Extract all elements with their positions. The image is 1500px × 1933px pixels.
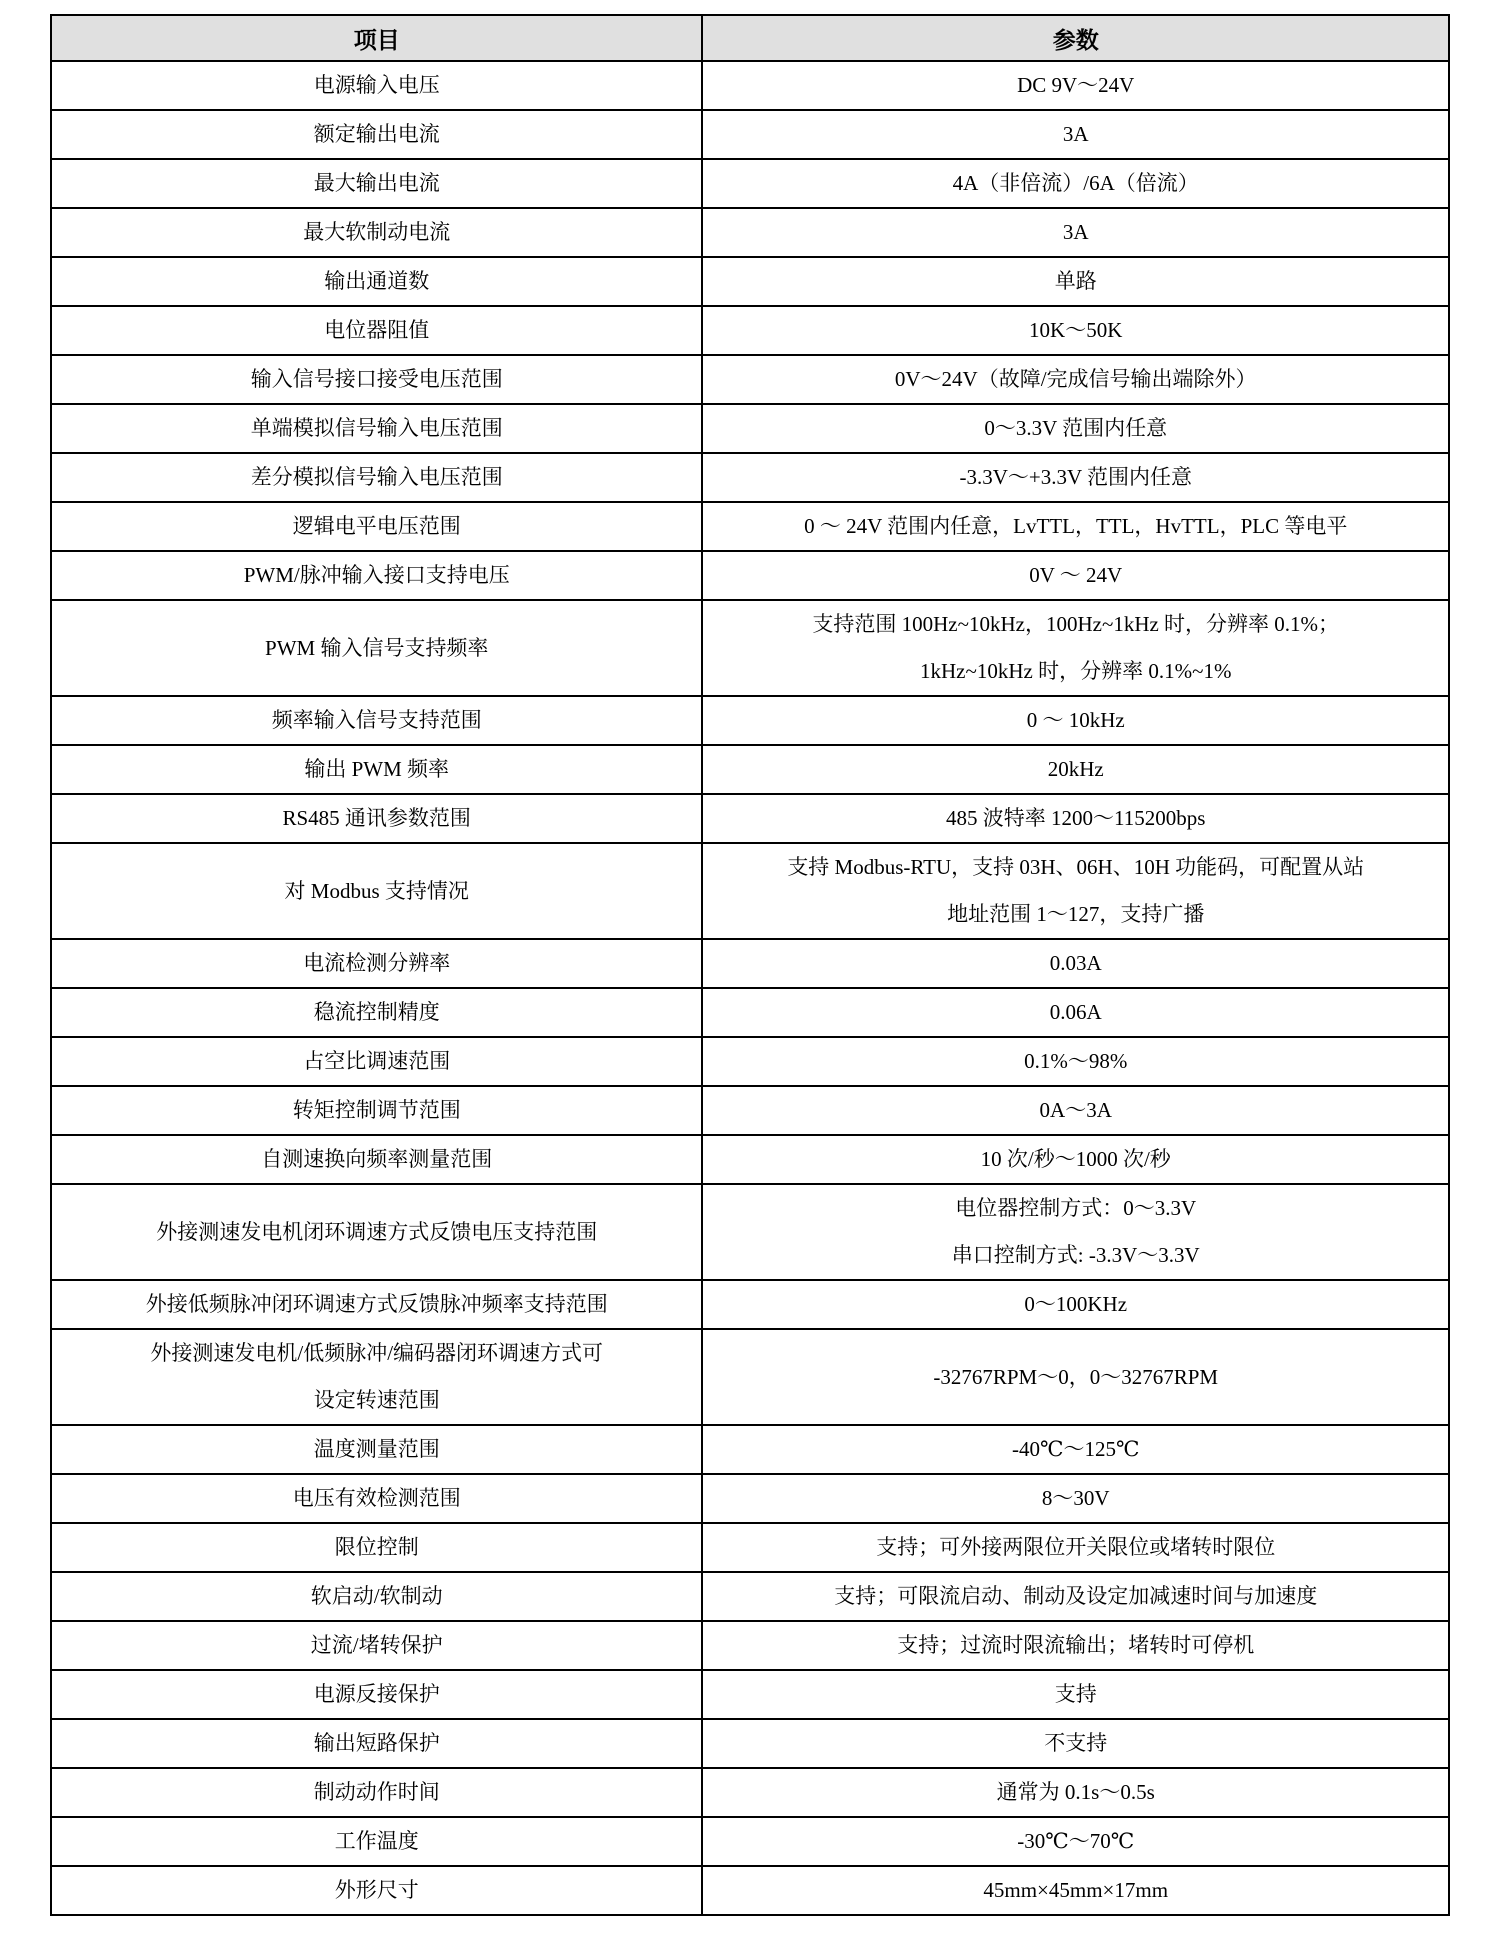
table-row [51,843,1449,939]
item-cell [51,1768,702,1817]
cell-line: 电流检测分辨率 [303,951,451,975]
param-cell [702,208,1449,257]
cell-line: 0.1%～98% [1024,1049,1128,1073]
cell-line: 电压有效检测范围 [292,1486,461,1510]
param-cell [702,1768,1449,1817]
table-row [51,208,1449,257]
param-cell [702,110,1449,159]
cell-line: 外接低频脉冲闭环调速方式反馈脉冲频率支持范围 [145,1292,608,1316]
cell-line: 0.03A [1049,951,1102,975]
cell-line: PWM/脉冲输入接口支持电压 [243,563,510,587]
cell-line: 温度测量范围 [313,1437,440,1461]
cell-line: 支持；过流时限流输出；堵转时可停机 [897,1633,1255,1657]
param-cell [702,1474,1449,1523]
table-row [51,696,1449,745]
table-row [51,1572,1449,1621]
table-row [51,306,1449,355]
item-cell [51,1474,702,1523]
cell-line: 最大输出电流 [313,171,440,195]
table-row [51,61,1449,110]
cell-line: 对 Modbus 支持情况 [284,878,469,903]
cell-line: 0A～3A [1039,1098,1112,1122]
table-row [51,794,1449,843]
cell-line: 电位器阻值 [324,318,430,342]
cell-line: 输出短路保护 [313,1731,440,1755]
table-row [51,988,1449,1037]
table-row [51,1670,1449,1719]
param-cell [702,1817,1449,1866]
param-cell [702,696,1449,745]
param-cell [702,1670,1449,1719]
cell-line: PWM 输入信号支持频率 [265,635,489,660]
param-cell [702,1280,1449,1329]
table-body [51,61,1449,1915]
cell-line: 软启动/软制动 [310,1584,443,1608]
param-cell [702,1719,1449,1768]
cell-line: 0～3.3V 范围内任意 [984,416,1168,440]
item-cell [51,1280,702,1329]
cell-line: 外接测速发电机闭环调速方式反馈电压支持范围 [156,1219,598,1244]
cell-line: 额定输出电流 [313,122,440,146]
column-header-item: 项目 [51,15,702,61]
table-row [51,1768,1449,1817]
item-cell [51,1523,702,1572]
cell-line: 支持；可外接两限位开关限位或堵转时限位 [876,1535,1276,1559]
cell-line: 工作温度 [334,1829,419,1853]
cell-line: 支持范围 100Hz~10kHz，100Hz~1kHz 时，分辨率 0.1%； [812,612,1340,636]
item-cell [51,257,702,306]
item-cell [51,1866,702,1915]
item-cell [51,843,702,939]
spec-table [50,14,1450,1916]
cell-line: 支持 [1054,1682,1097,1706]
item-cell [51,61,702,110]
cell-line: 限位控制 [334,1535,419,1559]
item-cell [51,1719,702,1768]
table-row [51,257,1449,306]
cell-line: RS485 通讯参数范围 [282,806,471,830]
table-row [51,1523,1449,1572]
table-row [51,502,1449,551]
cell-line: 485 波特率 1200～115200bps [946,806,1206,830]
cell-line: 逻辑电平电压范围 [292,514,461,538]
param-cell [702,355,1449,404]
cell-line: -3.3V～+3.3V 范围内任意 [959,465,1192,489]
table-row [51,1086,1449,1135]
param-cell [702,1866,1449,1915]
cell-line: 10K～50K [1029,318,1123,342]
param-cell [702,1572,1449,1621]
cell-line: 20kHz [1047,757,1104,781]
item-cell [51,1621,702,1670]
param-cell [702,306,1449,355]
table-row [51,1184,1449,1280]
param-cell [702,745,1449,794]
cell-line: -40℃～125℃ [1011,1437,1140,1461]
param-cell [702,1135,1449,1184]
cell-line: 设定转速范围 [313,1388,440,1412]
item-cell [51,159,702,208]
item-cell [51,208,702,257]
table-row [51,600,1449,696]
cell-line: 转矩控制调节范围 [292,1098,461,1122]
param-cell [702,600,1449,696]
item-cell [51,306,702,355]
table-row [51,1280,1449,1329]
item-cell [51,110,702,159]
cell-line: 4A（非倍流）/6A（倍流） [952,171,1199,195]
item-cell [51,600,702,696]
cell-line: 外形尺寸 [334,1878,419,1902]
table-row [51,1817,1449,1866]
item-cell [51,1817,702,1866]
table-row [51,1329,1449,1425]
table-row [51,1621,1449,1670]
param-cell [702,843,1449,939]
cell-line: 支持 Modbus-RTU，支持 03H、06H、10H 功能码，可配置从站 [787,855,1365,879]
table-row [51,1866,1449,1915]
cell-line: 过流/堵转保护 [310,1633,443,1657]
param-cell [702,1621,1449,1670]
cell-line: 支持；可限流启动、制动及设定加减速时间与加速度 [834,1584,1318,1608]
param-cell [702,1037,1449,1086]
cell-line: -32767RPM～0，0～32767RPM [933,1364,1219,1389]
cell-line: 45mm×45mm×17mm [983,1878,1169,1902]
cell-line: 稳流控制精度 [313,1000,440,1024]
cell-line: 最大软制动电流 [303,220,451,244]
param-cell [702,939,1449,988]
table-row [51,939,1449,988]
cell-line: 8～30V [1041,1486,1110,1510]
cell-line: 制动动作时间 [313,1780,440,1804]
cell-line: 0.06A [1049,1000,1102,1024]
cell-line: 1kHz~10kHz 时，分辨率 0.1%~1% [920,659,1232,683]
table-row [51,1135,1449,1184]
table-row [51,745,1449,794]
cell-line: 自测速换向频率测量范围 [261,1147,493,1171]
item-cell [51,1329,702,1425]
table-row [51,1719,1449,1768]
item-cell [51,355,702,404]
table-row [51,159,1449,208]
item-cell [51,1572,702,1621]
item-cell [51,988,702,1037]
item-cell [51,551,702,600]
spec-table-container [50,14,1450,1916]
cell-line: 单路 [1054,269,1097,293]
table-row [51,355,1449,404]
cell-line: 0V ～ 24V [1029,563,1123,587]
item-cell [51,1135,702,1184]
cell-line: 3A [1062,122,1089,146]
cell-line: 外接测速发电机/低频脉冲/编码器闭环调速方式可 [150,1341,604,1365]
cell-line: 10 次/秒～1000 次/秒 [980,1147,1171,1171]
cell-line: 不支持 [1044,1731,1108,1755]
item-cell [51,1425,702,1474]
param-cell [702,404,1449,453]
param-cell [702,61,1449,110]
header-row [51,15,1449,61]
param-cell [702,257,1449,306]
cell-line: 占空比调速范围 [303,1049,451,1073]
item-cell [51,794,702,843]
param-cell [702,502,1449,551]
cell-line: 输出 PWM 频率 [304,757,450,781]
cell-line: 频率输入信号支持范围 [271,708,482,732]
cell-line: 电位器控制方式：0～3.3V [955,1196,1197,1220]
param-cell [702,1184,1449,1280]
param-cell [702,1523,1449,1572]
cell-line: 通常为 0.1s～0.5s [996,1780,1155,1804]
item-cell [51,453,702,502]
item-cell [51,1086,702,1135]
item-cell [51,502,702,551]
table-row [51,1474,1449,1523]
cell-line: 输出通道数 [324,269,430,293]
cell-line: 电源反接保护 [313,1682,440,1706]
cell-line: -30℃～70℃ [1017,1829,1135,1853]
cell-line: 0～100KHz [1024,1292,1128,1316]
item-cell [51,404,702,453]
table-row [51,404,1449,453]
param-cell [702,159,1449,208]
item-cell [51,745,702,794]
cell-line: 0V～24V（故障/完成信号输出端除外） [894,367,1257,391]
table-row [51,1037,1449,1086]
item-cell [51,1184,702,1280]
column-header-param: 参数 [702,15,1449,61]
cell-line: 地址范围 1～127，支持广播 [947,902,1205,926]
cell-line: 0 ～ 10kHz [1026,708,1125,732]
param-cell [702,551,1449,600]
cell-line: 电源输入电压 [313,73,440,97]
param-cell [702,794,1449,843]
table-row [51,1425,1449,1474]
item-cell [51,1670,702,1719]
param-cell [702,1086,1449,1135]
table-row [51,110,1449,159]
param-cell [702,988,1449,1037]
cell-line: 串口控制方式: -3.3V～3.3V [951,1243,1200,1267]
cell-line: DC 9V～24V [1017,73,1135,97]
cell-line: 输入信号接口接受电压范围 [250,367,503,391]
cell-line: 单端模拟信号输入电压范围 [250,416,503,440]
table-row [51,453,1449,502]
item-cell [51,1037,702,1086]
cell-line: 0 ～ 24V 范围内任意，LvTTL，TTL，HvTTL，PLC 等电平 [804,514,1348,538]
param-cell [702,1425,1449,1474]
cell-line: 差分模拟信号输入电压范围 [250,465,503,489]
param-cell [702,453,1449,502]
item-cell [51,696,702,745]
item-cell [51,939,702,988]
cell-line: 3A [1062,220,1089,244]
param-cell [702,1329,1449,1425]
table-row [51,551,1449,600]
